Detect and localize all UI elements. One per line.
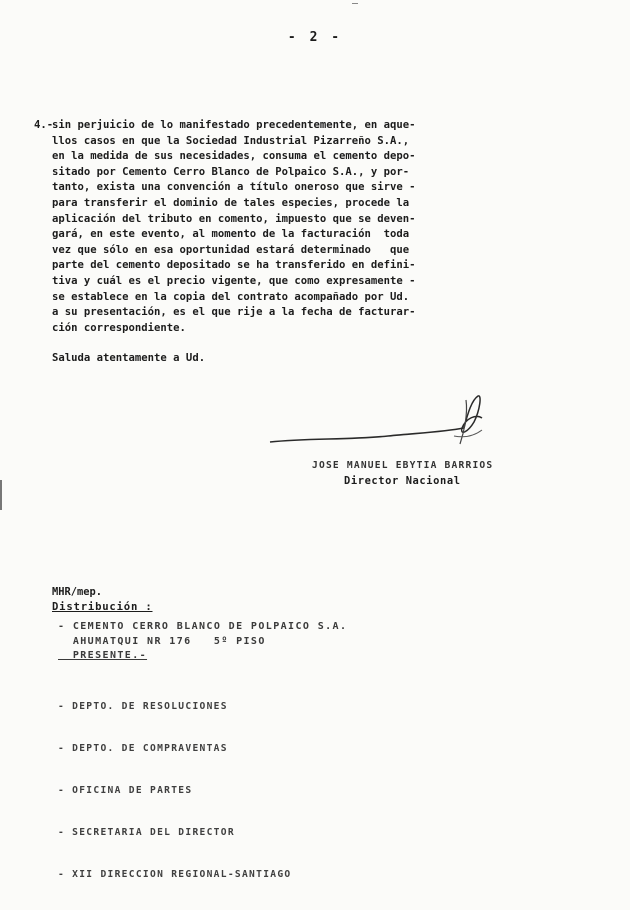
paragraph-line: ción correspondiente. (52, 321, 186, 334)
distribution-address (58, 620, 347, 664)
paragraph-4 (34, 118, 594, 336)
paragraph-line: a su presentación, es el que rije a la fecha de facturar- (52, 306, 416, 319)
address-line: - CEMENTO CERRO BLANCO DE POLPAICO S.A. (58, 621, 348, 632)
address-line: PRESENTE.- (58, 650, 148, 661)
distribution-list (58, 672, 292, 910)
handwritten-signature (268, 392, 508, 462)
paragraph-line: se establece en la copia del contrato acompañado por Ud. (52, 290, 410, 303)
paragraph-line: tanto, exista una convención a título oneroso que sirve - (52, 181, 416, 194)
paragraph-line: sitado por Cemento Cerro Blanco de Polpaico S.A., y por- (52, 165, 410, 178)
closing-salutation: Saluda atentamente a Ud. (52, 352, 206, 364)
signatory-title: Director Nacional (344, 475, 461, 487)
distribution-item: - DEPTO. DE RESOLUCIONES (58, 701, 228, 712)
page-number: - 2 - (287, 30, 343, 45)
paragraph-line: tiva y cuál es el precio vigente, que como expresamente - (52, 274, 416, 287)
address-line: AHUMATQUI NR 176 5º PISO (58, 635, 266, 647)
paragraph-line: llos casos en que la Sociedad Industrial Pizarreño S.A., (52, 134, 410, 147)
paragraph-line: vez que sólo en esa oportunidad estará determinado que (52, 243, 410, 256)
distribution-item: - SECRETARIA DEL DIRECTOR (58, 827, 235, 838)
paragraph-number: 4.- (34, 119, 54, 131)
distribution-item: - XII DIRECCION REGIONAL-SANTIAGO (58, 869, 292, 880)
signatory-name: JOSE MANUEL EBYTIA BARRIOS (312, 460, 494, 471)
paragraph-line: gará, en este evento, al momento de la facturación toda (52, 228, 410, 241)
paragraph-line: en la medida de sus necesidades, consuma el cemento depo- (52, 150, 416, 163)
paragraph-line: aplicación del tributo en comento, impuesto que se deven- (52, 212, 416, 225)
paragraph-line: sin perjuicio de lo manifestado precedentemente, en aque- (52, 119, 416, 131)
paragraph-line: para transferir el dominio de tales especies, procede la (52, 196, 410, 209)
left-edge-mark (0, 480, 6, 510)
distribution-item: - DEPTO. DE COMPRAVENTAS (58, 743, 228, 754)
reference-initials: MHR/mep. (52, 586, 103, 598)
paragraph-line: parte del cemento depositado se ha transferido en defini- (52, 259, 416, 272)
distribution-item: - OFICINA DE PARTES (58, 785, 193, 796)
distribution-heading: Distribución : (52, 601, 153, 613)
top-mark (352, 0, 358, 4)
